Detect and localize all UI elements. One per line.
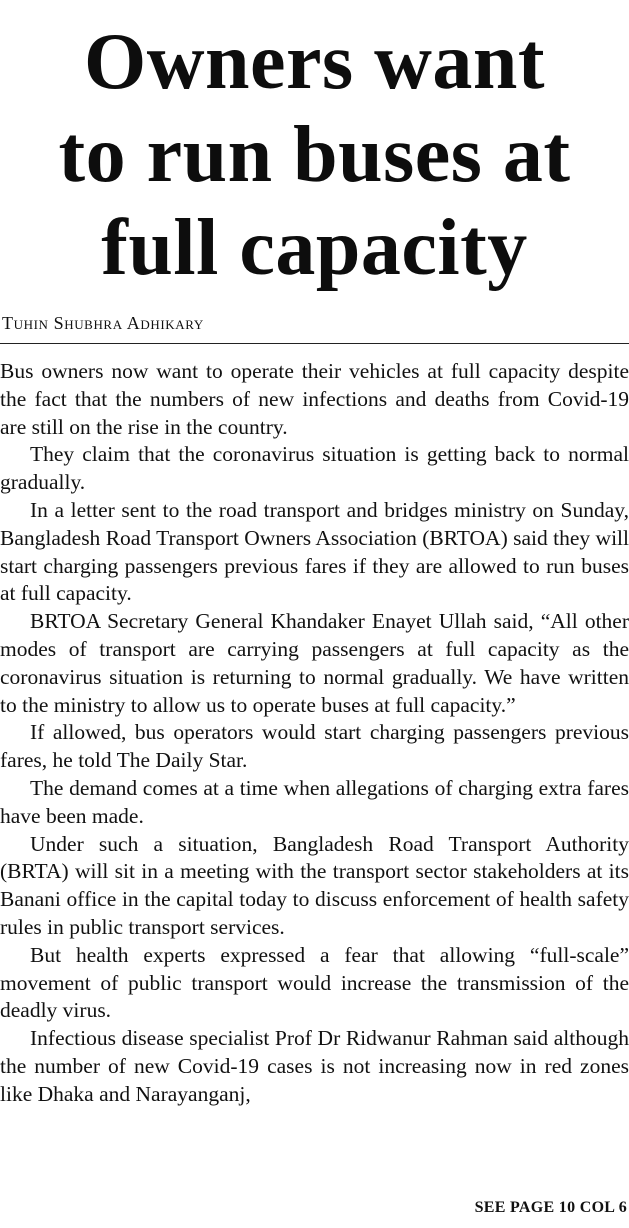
article-paragraph: BRTOA Secretary General Khandaker Enayet Ullah said, “All other modes of transport are carrying passengers at full capacity as the coronavirus situation is returning to normal gradually. We have written to the ministry to allow us to operate buses at full capacity.” <box>0 609 629 717</box>
article-paragraph: In a letter sent to the road transport and bridges ministry on Sunday, Bangladesh Road Transport Owners Association (BRTOA) said they will start charging passengers previous fares if they are allowed to run buses at full capacity. <box>0 497 629 606</box>
article-paragraph: If allowed, bus operators would start charging passengers previous fares, he told The Daily Star. <box>0 720 629 773</box>
headline-line: to run buses at <box>58 111 571 199</box>
article-paragraph: They claim that the coronavirus situation is getting back to normal gradually. <box>0 442 629 495</box>
article-paragraph: Infectious disease specialist Prof Dr Ridwanur Rahman said although the number of new Covid-19 cases is not increasing now in red zones like Dhaka and Narayanganj, <box>0 1026 629 1106</box>
headline-line: full capacity <box>101 204 528 292</box>
author-byline: Tuhin Shubhra Adhikary <box>2 313 204 333</box>
article-headline <box>0 16 629 295</box>
article-paragraph: The demand comes at a time when allegations of charging extra fares have been made. <box>0 775 629 828</box>
byline-divider <box>0 343 629 344</box>
article-paragraph: But health experts expressed a fear that allowing “full-scale” movement of public transport would increase the transmission of the deadly virus. <box>0 942 629 1023</box>
headline-line: Owners want <box>83 18 546 106</box>
continued-on-page-link[interactable]: SEE PAGE 10 COL 6 <box>474 1199 627 1216</box>
article-body <box>0 358 629 1109</box>
article-paragraph: Bus owners now want to operate their vehicles at full capacity despite the fact that the numbers of new infections and deaths from Covid-19 are still on the rise in the country. <box>0 359 629 439</box>
article-paragraph: Under such a situation, Bangladesh Road Transport Authority (BRTA) will sit in a meeting with the transport sector stakeholders at its Banani office in the capital today to discuss enforcement of health safety rules in public transport services. <box>0 831 629 939</box>
